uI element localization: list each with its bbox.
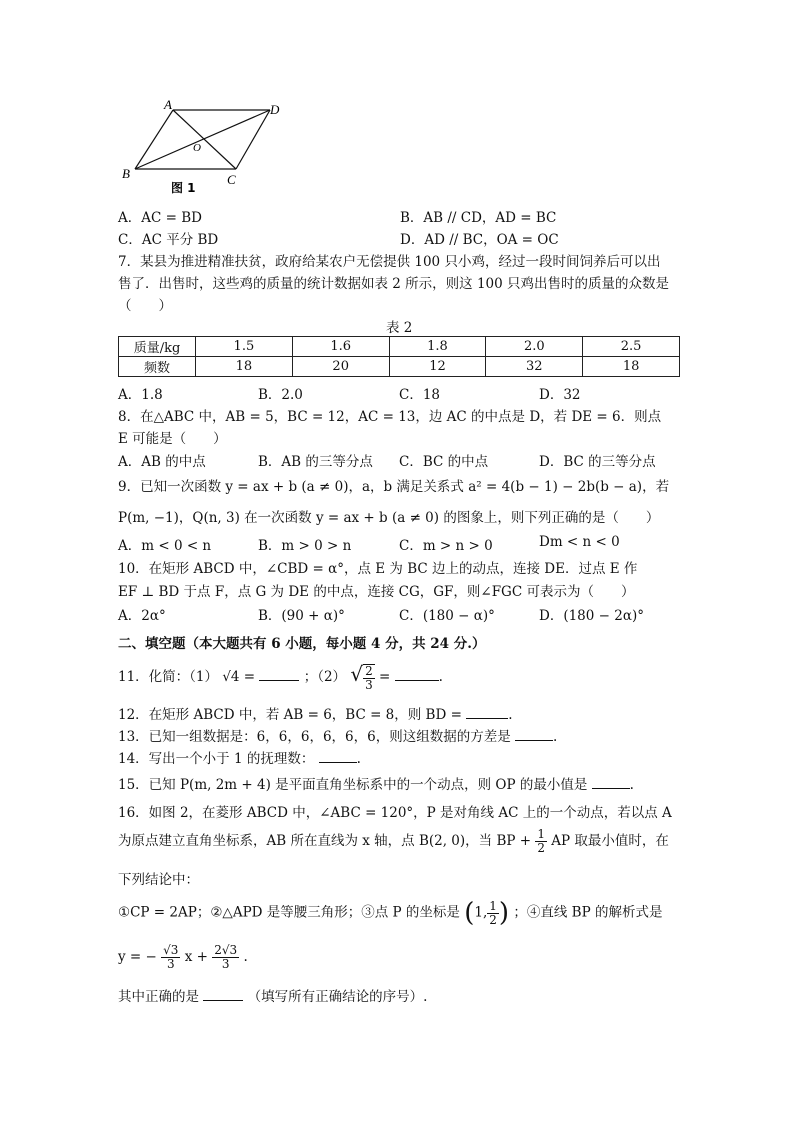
q12-text: 12．在矩形 ABCD 中，若 AB = 6，BC = 8，则 BD = [118,707,462,723]
table-cell: 18 [583,357,680,377]
q14-blank[interactable] [319,748,357,763]
q7-option-a: A．1.8 [118,387,163,403]
q16-line-6a: 其中正确的是 [118,989,199,1005]
q13-text: 13．已知一组数据是：6，6，6，6，6，6，则这组数据的方差是 [118,729,511,745]
table-cell: 1.6 [292,337,389,357]
q16-blank[interactable] [203,986,243,1001]
q10-option-d: D．(180 − 2α)° [539,608,644,624]
vertex-label-c: C [227,172,236,187]
q9-option-a: A．m < 0 < n [118,538,212,554]
q13 [118,725,557,745]
q16-coord-fraction [487,900,499,927]
q7-line-3: （ ） [118,298,172,314]
fraction-denominator: 3 [221,957,230,971]
q10-option-c: C．(180 − α)° [399,608,495,624]
q8-option-d: D．BC 的三等分点 [539,454,656,470]
q15-blank[interactable] [592,774,630,789]
table-cell: 2.0 [486,337,583,357]
table-row [119,337,680,357]
q16-line-4 [118,898,662,928]
q11-mid: ；（2） [303,669,347,685]
q10-line-2: EF ⊥ BD 于点 F，点 G 为 DE 的中点，连接 CG，GF，则∠FGC 可表示为（ ） [118,584,635,600]
table-cell: 1.5 [196,337,293,357]
q11-end: . [438,669,443,685]
table-cell: 1.8 [389,337,486,357]
table-cell: 32 [486,357,583,377]
q9-option-d: Dm < n < 0 [539,534,620,550]
q7-option-b: B．2.0 [258,387,303,403]
q16-line-5-end: . [243,949,248,965]
table-header-mass: 质量/kg [119,337,196,357]
vertex-label-a: A [164,97,172,112]
table-cell: 2.5 [583,337,680,357]
q8-line-2: E 可能是（ ） [118,431,227,447]
q7-option-d: D．32 [539,387,581,403]
q11-expr-1: √4 = [222,669,256,685]
q11-equals: = [379,669,391,685]
vertex-label-d: D [270,102,280,117]
q16-line-5 [118,944,248,971]
q8-option-b: B．AB 的三等分点 [258,454,373,470]
fraction-denominator: 2 [537,841,545,855]
q11-prefix: 11．化简：（1） [118,669,219,685]
section-2-heading: 二、填空题（本大题共有 6 小题，每小题 4 分，共 24 分.） [118,636,486,652]
q15-text: 15．已知 P(m, 2m + 4) 是平面直角坐标系中的一个动点，则 OP 的最小值是 [118,777,588,793]
fraction-denominator: 3 [365,677,373,692]
q11-blank-2[interactable] [395,666,439,681]
q10-line-1: 10．在矩形 ABCD 中，∠CBD = α°，点 E 为 BC 边上的动点，连接 DE．过点 E 作 [118,561,638,577]
q6-option-d: D．AD // BC，OA = OC [400,232,559,248]
fraction-numerator: 2 [365,663,373,678]
q16-line-5-x: x + [184,949,208,965]
q16-line-4b: ；④直线 BP 的解析式是 [513,904,663,921]
fraction-numerator: 1 [489,898,497,913]
q9-line-2: P(m, −1)，Q(n, 3) 在一次函数 y = ax + b (a ≠ 0) 的图象上，则下列正确的是（ ） [118,510,660,526]
right-paren: ) [498,898,510,928]
q11-blank-1[interactable] [259,666,299,681]
q12-blank[interactable] [466,704,508,719]
q15 [118,773,634,793]
q13-blank[interactable] [515,726,553,741]
q8-option-a: A．AB 的中点 [118,454,206,470]
q16-line-2b: AP 取最小值时，在 [551,833,669,849]
q16-line-5-y: y = − [118,949,157,965]
q16-line-6b: （填写所有正确结论的序号）. [247,989,428,1005]
q15-end: . [629,777,634,793]
q16-line-2a: 为原点建立直角坐标系，AB 所在直线为 x 轴，点 B(2, 0)，当 BP + [118,833,532,849]
fraction-numerator: 2√3 [214,943,238,957]
q16-line-2 [118,828,669,855]
q10-option-b: B．(90 + α)° [258,608,345,624]
sqrt-symbol: √ [350,662,364,686]
q7-line-1: 7．某县为推进精准扶贫，政府给某农户无偿提供 100 只小鸡，经过一段时间饲养后可以出 [118,254,661,270]
q14-end: . [356,751,361,767]
table-2-title: 表 2 [386,320,413,336]
q16-half-fraction [535,828,547,855]
figure-1-parallelogram [118,96,298,196]
q9-option-b: B．m > 0 > n [258,538,352,554]
q16-coord-x: 1, [474,904,488,921]
table-2 [118,336,680,377]
q7-line-2: 售了．出售时，这些鸡的质量的统计数据如表 2 所示，则这 100 只鸡出售时的质量的众数是 [118,276,670,292]
q13-end: . [553,729,558,745]
table-cell: 12 [389,357,486,377]
fraction-numerator: 1 [537,827,545,841]
q6-option-a: A．AC = BD [118,210,202,226]
q12 [118,703,513,723]
table-cell: 18 [196,357,293,377]
q7-option-c: C．18 [399,387,441,403]
q14 [118,747,361,767]
figure-1-caption: 图 1 [171,181,196,195]
table-row [119,357,680,377]
q16-line-6 [118,985,427,1005]
q16-line-3: 下列结论中： [118,872,199,888]
q6-option-c: C．AC 平分 BD [118,232,219,248]
table-cell: 20 [292,357,389,377]
q8-line-1: 8．在△ABC 中，AB = 5，BC = 12，AC = 13，边 AC 的中点是 D，若 DE = 6．则点 [118,409,662,425]
q16-line-1: 16．如图 2，在菱形 ABCD 中，∠ABC = 120°，P 是对角线 AC 上的一个动点，若以点 A [118,805,672,821]
q9-option-c: C．m > n > 0 [399,538,493,554]
fraction-numerator: √3 [163,943,179,957]
q9-line-1: 9．已知一次函数 y = ax + b (a ≠ 0)，a，b 满足关系式 a² = 4(b − 1) − 2b(b − a)，若 [118,479,670,495]
q11-fraction [363,664,375,692]
q16-fraction-1 [161,944,180,971]
q12-end: . [508,707,513,723]
table-header-frequency: 频数 [119,357,196,377]
q16-fraction-2 [212,944,239,971]
q11 [118,662,443,692]
fraction-denominator: 3 [166,957,175,971]
left-paren: ( [464,898,475,928]
q16-line-4a: ①CP = 2AP；②△APD 是等腰三角形；③点 P 的坐标是 [118,904,460,921]
fraction-denominator: 2 [489,912,497,927]
q8-option-c: C．BC 的中点 [399,454,489,470]
q6-option-b: B．AB // CD，AD = BC [400,210,557,226]
q10-option-a: A．2α° [118,608,166,624]
q14-text: 14．写出一个小于 1 的抚理数： [118,751,315,767]
vertex-label-b: B [122,166,130,181]
center-label-o: O [193,142,201,154]
